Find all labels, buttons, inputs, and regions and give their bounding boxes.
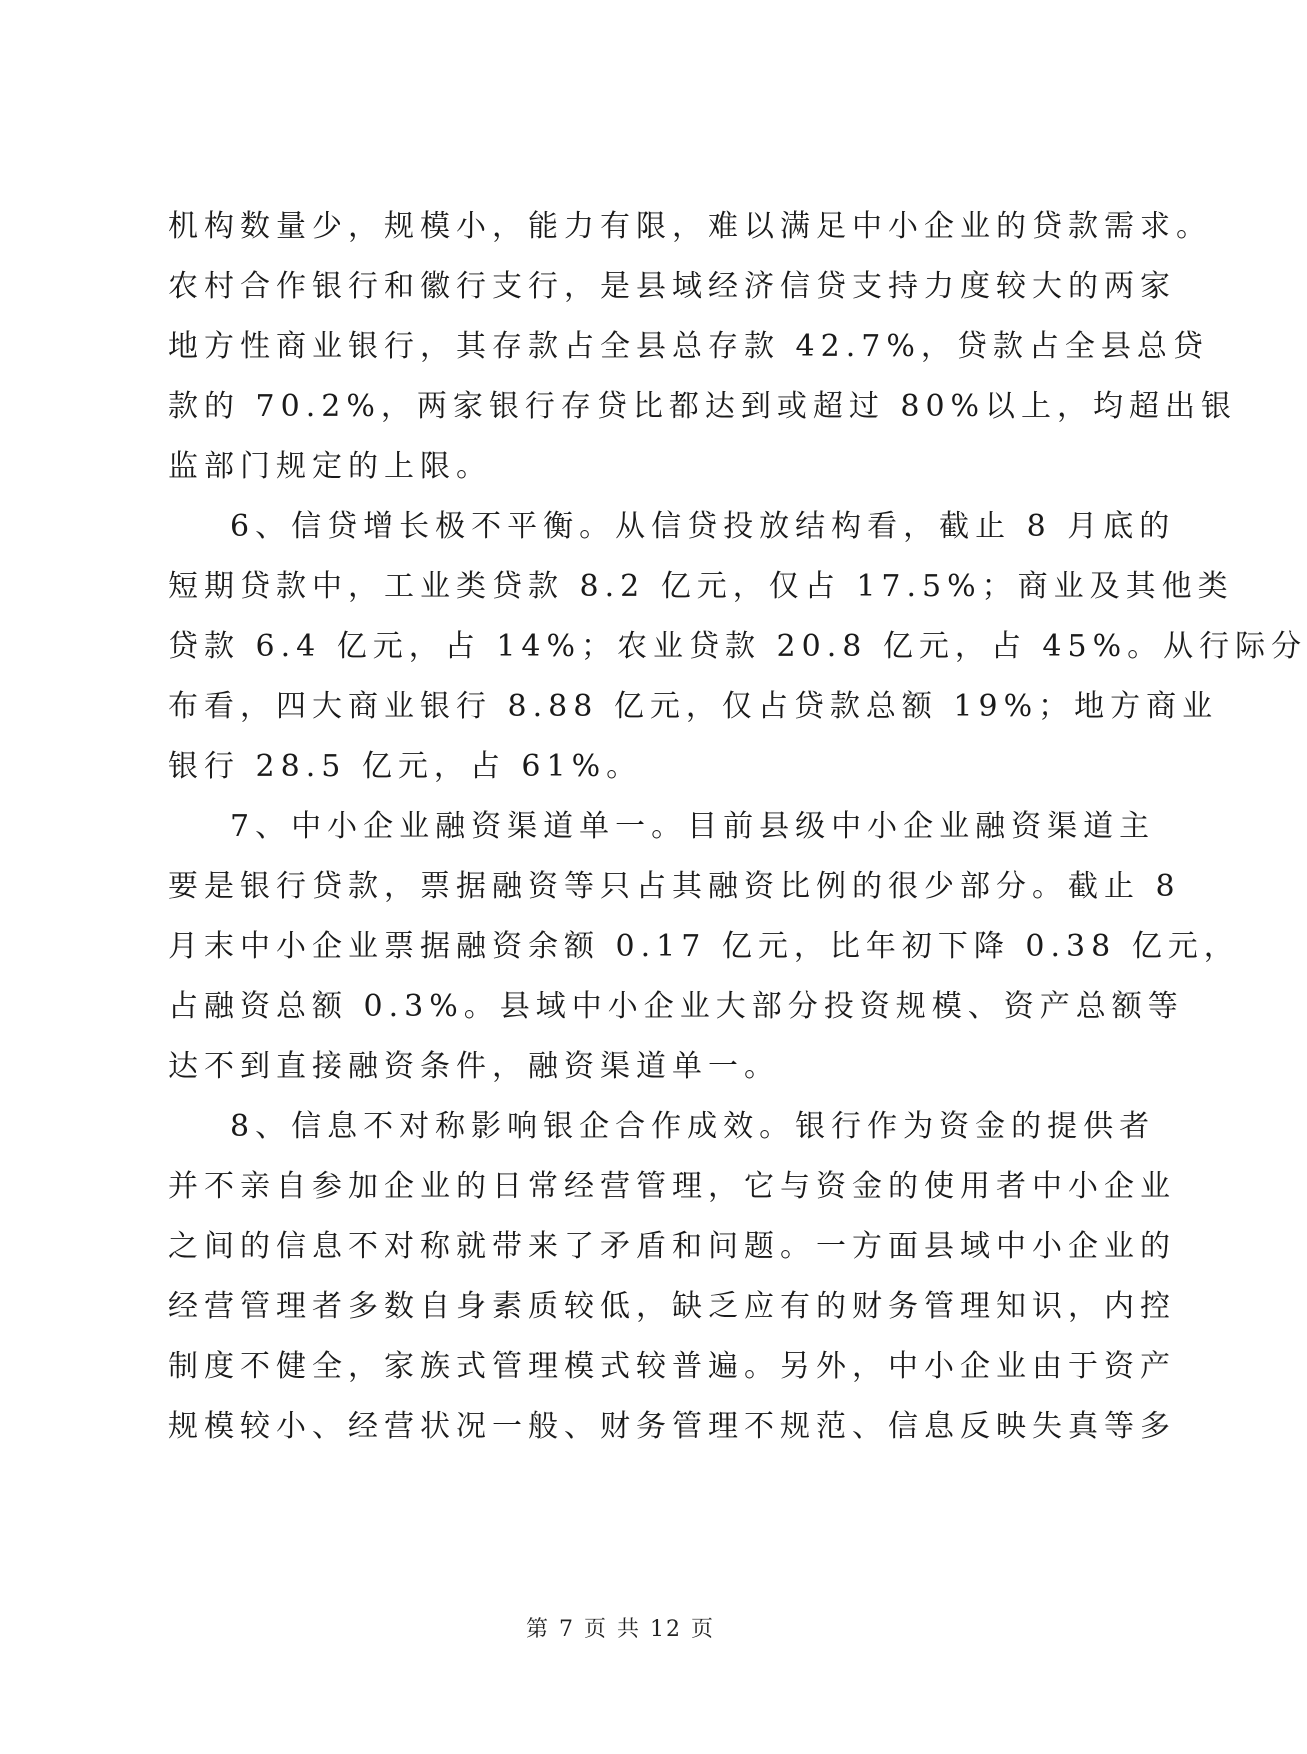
paragraph-8-first-line: 8、信息不对称影响银企合作成效。银行作为资金的提供者 [230, 1109, 1156, 1144]
text-line: 监部门规定的上限。 [168, 449, 492, 484]
text-line: 制度不健全，家族式管理模式较普遍。另外，中小企业由于资产 [168, 1349, 1176, 1384]
text-line: 农村合作银行和徽行支行，是县域经济信贷支持力度较大的两家 [168, 269, 1176, 304]
text-line: 地方性商业银行，其存款占全县总存款 42.7%，贷款占全县总贷 [168, 329, 1209, 364]
text-line: 之间的信息不对称就带来了矛盾和问题。一方面县域中小企业的 [168, 1229, 1176, 1264]
text-line: 经营管理者多数自身素质较低，缺乏应有的财务管理知识，内控 [168, 1289, 1176, 1324]
text-line: 布看，四大商业银行 8.88 亿元，仅占贷款总额 19%；地方商业 [168, 689, 1219, 724]
text-line: 要是银行贷款，票据融资等只占其融资比例的很少部分。截止 8 [168, 869, 1181, 904]
text-line: 款的 70.2%，两家银行存贷比都达到或超过 80%以上，均超出银 [168, 389, 1238, 424]
text-line: 规模较小、经营状况一般、财务管理不规范、信息反映失真等多 [168, 1409, 1176, 1444]
body-text [168, 197, 1307, 1457]
paragraph-7-first-line: 7、中小企业融资渠道单一。目前县级中小企业融资渠道主 [230, 809, 1156, 844]
text-line: 贷款 6.4 亿元，占 14%；农业贷款 20.8 亿元，占 45%。从行际分 [168, 629, 1307, 664]
text-line: 机构数量少，规模小，能力有限，难以满足中小企业的贷款需求。 [168, 209, 1212, 244]
text-line: 并不亲自参加企业的日常经营管理，它与资金的使用者中小企业 [168, 1169, 1176, 1204]
text-line: 月末中小企业票据融资余额 0.17 亿元，比年初下降 0.38 亿元， [168, 929, 1240, 964]
text-line: 达不到直接融资条件，融资渠道单一。 [168, 1049, 780, 1084]
text-line: 占融资总额 0.3%。县域中小企业大部分投资规模、资产总额等 [168, 989, 1184, 1024]
text-line: 短期贷款中，工业类贷款 8.2 亿元，仅占 17.5%；商业及其他类 [168, 569, 1234, 604]
page-number-footer: 第 7 页 共 12 页 [526, 1617, 715, 1642]
paragraph-6-first-line: 6、信贷增长极不平衡。从信贷投放结构看，截止 8 月底的 [230, 509, 1176, 544]
text-line: 银行 28.5 亿元，占 61%。 [168, 749, 643, 784]
